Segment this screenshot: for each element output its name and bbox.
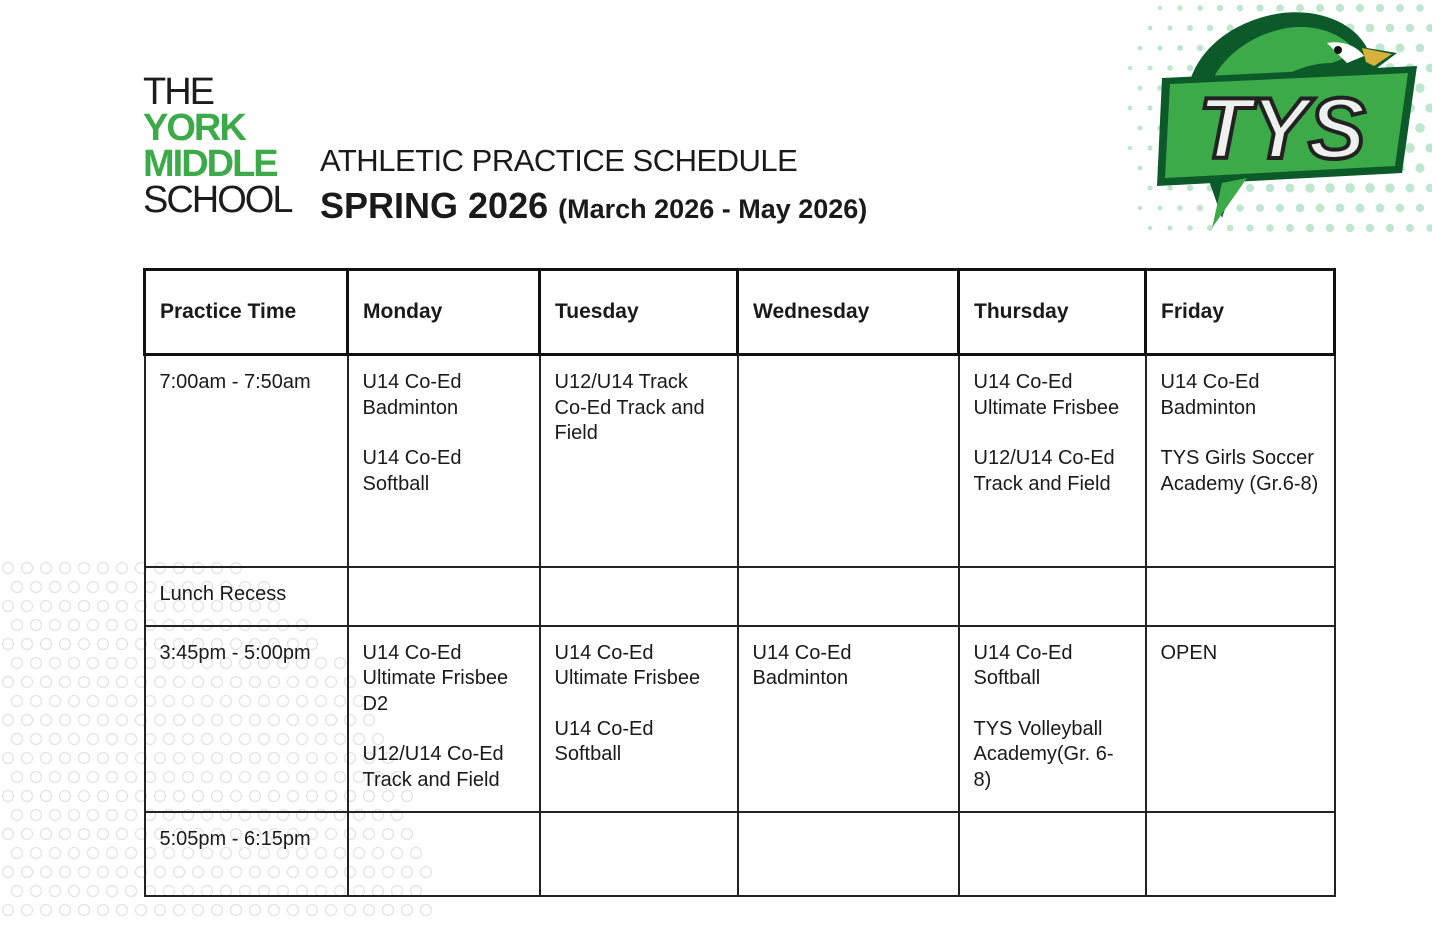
decor-dot	[98, 715, 109, 726]
table-row	[145, 567, 1335, 626]
school-logo	[143, 71, 292, 221]
decor-dot	[79, 639, 90, 650]
decor-dot	[60, 601, 71, 612]
friday-cell	[1146, 355, 1335, 567]
header-tuesday: Tuesday	[540, 270, 738, 355]
decor-dot	[1138, 46, 1143, 51]
decor-dot	[3, 829, 14, 840]
schedule-title-line	[320, 185, 867, 227]
wednesday-cell	[738, 626, 959, 812]
decor-dot	[117, 905, 128, 916]
decor-dot	[1425, 103, 1432, 112]
decor-dot	[107, 772, 118, 783]
decor-dot	[88, 696, 99, 707]
decor-dot	[126, 772, 137, 783]
decor-dot	[117, 677, 128, 688]
decor-dot	[98, 639, 109, 650]
decor-dot	[88, 886, 99, 897]
decor-dot	[88, 772, 99, 783]
decor-dot	[107, 886, 118, 897]
decor-dot	[79, 753, 90, 764]
decor-dot	[41, 563, 52, 574]
decor-dot	[50, 772, 61, 783]
decor-dot	[22, 753, 33, 764]
activity-entry: TYS Girls Soccer Academy (Gr.6-8)	[1160, 447, 1319, 495]
decor-dot	[117, 601, 128, 612]
decor-dot	[79, 791, 90, 802]
decor-dot	[107, 734, 118, 745]
decor-dot	[88, 658, 99, 669]
decor-dot	[383, 905, 394, 916]
time-cell	[145, 812, 348, 896]
time-cell	[145, 355, 348, 567]
decor-dot	[50, 658, 61, 669]
decor-dot	[3, 601, 14, 612]
decor-dot	[12, 620, 23, 631]
activity-entry: U14 Co-Ed Badminton	[752, 641, 852, 689]
decor-dot	[98, 791, 109, 802]
decor-dot	[107, 658, 118, 669]
activity-entry: U14 Co-Ed Softball	[554, 717, 654, 765]
decor-dot	[41, 715, 52, 726]
decor-dot	[31, 886, 42, 897]
decor-dot	[1426, 64, 1432, 73]
decor-dot	[269, 905, 280, 916]
school-logo-line-middle: MIDDLE	[143, 143, 277, 185]
decor-dot	[22, 639, 33, 650]
decor-dot	[50, 696, 61, 707]
wednesday-cell	[738, 567, 959, 626]
decor-dot	[60, 639, 71, 650]
thursday-cell	[959, 812, 1146, 896]
monday-cell	[348, 626, 540, 812]
decor-dot	[1426, 184, 1432, 193]
time-label: 7:00am - 7:50am	[159, 371, 311, 393]
decor-dot	[117, 867, 128, 878]
decor-dot	[79, 601, 90, 612]
decor-dot	[3, 563, 14, 574]
decor-dot	[88, 810, 99, 821]
activity-entry: OPEN	[1160, 641, 1218, 664]
activity-entry: U12/U14 Co-Ed Track and Field	[973, 447, 1115, 495]
decor-dot	[107, 620, 118, 631]
decor-dot	[31, 582, 42, 593]
decor-dot	[126, 620, 137, 631]
tuesday-cell	[540, 812, 738, 896]
table-row	[145, 355, 1335, 567]
decor-dot	[50, 620, 61, 631]
tys-falcon-logo	[1152, 8, 1424, 230]
decor-dot	[12, 886, 23, 897]
decor-dot	[1128, 146, 1133, 151]
monday-cell	[348, 812, 540, 896]
schedule-title: SPRING 2026	[320, 185, 549, 226]
decor-dot	[31, 620, 42, 631]
decor-dot	[22, 601, 33, 612]
thursday-cell	[959, 567, 1146, 626]
tuesday-cell	[540, 626, 738, 812]
decor-dot	[1138, 126, 1143, 131]
activity-entry: U12/U14 Track Co-Ed Track and Field	[554, 371, 705, 444]
decor-dot	[126, 658, 137, 669]
table-row	[145, 812, 1335, 896]
header-friday: Friday	[1146, 270, 1335, 355]
decor-dot	[22, 829, 33, 840]
header-wednesday: Wednesday	[738, 270, 959, 355]
decor-dot	[126, 848, 137, 859]
school-logo-line-york: YORK	[143, 107, 245, 149]
decor-dot	[60, 715, 71, 726]
decor-dot	[22, 905, 33, 916]
decor-dot	[98, 829, 109, 840]
decor-dot	[3, 677, 14, 688]
decor-dot	[31, 658, 42, 669]
decor-dot	[288, 905, 299, 916]
decor-dot	[1426, 224, 1432, 232]
decor-dot	[98, 753, 109, 764]
decor-dot	[12, 772, 23, 783]
decor-dot	[69, 582, 80, 593]
time-cell	[145, 626, 348, 812]
decor-dot	[22, 715, 33, 726]
school-logo-line-school: SCHOOL	[143, 179, 292, 221]
table-header-row	[145, 270, 1335, 355]
decor-dot	[126, 696, 137, 707]
decor-dot	[79, 715, 90, 726]
decor-dot	[12, 848, 23, 859]
decor-dot	[60, 563, 71, 574]
decor-dot	[41, 753, 52, 764]
activity-entry: U14 Co-Ed Softball	[362, 447, 462, 495]
decor-dot	[69, 772, 80, 783]
decor-dot	[155, 905, 166, 916]
decor-dot	[3, 791, 14, 802]
decor-dot	[98, 905, 109, 916]
decor-dot	[41, 601, 52, 612]
decor-dot	[60, 753, 71, 764]
activity-entry: U14 Co-Ed Ultimate Frisbee	[554, 641, 701, 689]
activity-entry: TYS Volleyball Academy(Gr. 6-8)	[973, 717, 1114, 791]
schedule-subtitle: ATHLETIC PRACTICE SCHEDULE	[320, 143, 798, 178]
decor-dot	[60, 905, 71, 916]
decor-dot	[31, 810, 42, 821]
activity-entry: U12/U14 Co-Ed Track and Field	[362, 743, 504, 791]
decor-dot	[1426, 24, 1432, 32]
decor-dot	[41, 829, 52, 840]
decor-dot	[69, 658, 80, 669]
decor-dot	[60, 829, 71, 840]
decor-dot	[1128, 106, 1133, 111]
decor-dot	[1138, 166, 1143, 171]
schedule-heading	[320, 143, 867, 227]
monday-cell	[348, 567, 540, 626]
decor-dot	[22, 563, 33, 574]
wednesday-cell	[738, 812, 959, 896]
decor-dot	[98, 867, 109, 878]
decor-dot	[3, 639, 14, 650]
decor-dot	[22, 677, 33, 688]
activity-entry: U14 Co-Ed Ultimate Frisbee	[973, 371, 1120, 419]
decor-dot	[421, 905, 432, 916]
school-logo-line-the: THE	[143, 71, 213, 113]
decor-dot	[107, 810, 118, 821]
tuesday-cell	[540, 355, 738, 567]
decor-dot	[60, 677, 71, 688]
decor-dot	[12, 582, 23, 593]
decor-dot	[79, 867, 90, 878]
decor-dot	[250, 905, 261, 916]
decor-dot	[193, 905, 204, 916]
decor-dot	[88, 848, 99, 859]
thursday-cell	[959, 626, 1146, 812]
decor-dot	[79, 829, 90, 840]
decor-dot	[117, 639, 128, 650]
decor-dot	[107, 582, 118, 593]
table-row	[145, 626, 1335, 812]
time-label: Lunch Recess	[159, 582, 287, 605]
decor-dot	[107, 848, 118, 859]
decor-dot	[98, 677, 109, 688]
time-label: 3:45pm - 5:00pm	[159, 641, 311, 664]
activity-entry: U14 Co-Ed Badminton	[362, 371, 462, 419]
tuesday-cell	[540, 567, 738, 626]
decor-dot	[31, 734, 42, 745]
decor-dot	[1138, 206, 1142, 210]
decor-dot	[3, 867, 14, 878]
tys-logo-text: TYS	[1198, 81, 1366, 177]
decor-dot	[88, 734, 99, 745]
decor-dot	[345, 905, 356, 916]
decor-dot	[41, 677, 52, 688]
decor-dot	[31, 848, 42, 859]
decor-dot	[126, 734, 137, 745]
decor-dot	[117, 715, 128, 726]
decor-dot	[22, 867, 33, 878]
decor-dot	[31, 772, 42, 783]
decor-dot	[126, 582, 137, 593]
decor-dot	[69, 848, 80, 859]
decor-dot	[107, 696, 118, 707]
decor-dot	[41, 905, 52, 916]
activity-entry: U14 Co-Ed Badminton	[1160, 371, 1260, 419]
decor-dot	[212, 905, 223, 916]
activity-entry: U14 Co-Ed Softball	[973, 641, 1073, 689]
decor-dot	[98, 601, 109, 612]
time-cell	[145, 567, 348, 626]
decor-dot	[307, 905, 318, 916]
decor-dot	[1425, 143, 1432, 152]
decor-dot	[126, 886, 137, 897]
decor-dot	[12, 734, 23, 745]
decor-dot	[22, 791, 33, 802]
decor-dot	[326, 905, 337, 916]
decor-dot	[364, 905, 375, 916]
decor-dot	[50, 810, 61, 821]
decor-dot	[50, 734, 61, 745]
decor-dot	[60, 791, 71, 802]
header-thursday: Thursday	[959, 270, 1146, 355]
decor-dot	[41, 791, 52, 802]
decor-dot	[12, 696, 23, 707]
decor-dot	[136, 905, 147, 916]
header-monday: Monday	[348, 270, 540, 355]
decor-dot	[402, 905, 413, 916]
monday-cell	[348, 355, 540, 567]
activity-entry: U14 Co-Ed Ultimate Frisbee D2	[362, 641, 509, 715]
decor-dot	[69, 810, 80, 821]
decor-dot	[79, 563, 90, 574]
decor-dot	[1128, 66, 1132, 70]
decor-dot	[126, 810, 137, 821]
decor-dot	[117, 563, 128, 574]
decor-dot	[3, 905, 14, 916]
tys-lettering	[1157, 66, 1417, 186]
decor-dot	[41, 639, 52, 650]
decor-dot	[69, 696, 80, 707]
decor-dot	[50, 848, 61, 859]
decor-dot	[117, 753, 128, 764]
decor-dot	[50, 886, 61, 897]
decor-dot	[50, 582, 61, 593]
decor-dot	[1138, 86, 1143, 91]
decor-dot	[117, 791, 128, 802]
decor-dot	[79, 905, 90, 916]
decor-dot	[3, 715, 14, 726]
decor-dot	[12, 658, 23, 669]
decor-dot	[98, 563, 109, 574]
thursday-cell	[959, 355, 1146, 567]
decor-dot	[88, 620, 99, 631]
decor-dot	[3, 753, 14, 764]
decor-dot	[231, 905, 242, 916]
wednesday-cell	[738, 355, 959, 567]
decor-dot	[60, 867, 71, 878]
friday-cell	[1146, 567, 1335, 626]
time-label: 5:05pm - 6:15pm	[159, 827, 311, 850]
decor-dot	[88, 582, 99, 593]
friday-cell	[1146, 626, 1335, 812]
decor-dot	[41, 867, 52, 878]
decor-dot	[117, 829, 128, 840]
decor-dot	[69, 734, 80, 745]
schedule-date-range: (March 2026 - May 2026)	[558, 194, 868, 224]
practice-schedule-table	[143, 268, 1336, 897]
header-practice-time: Practice Time	[145, 270, 348, 355]
decor-dot	[174, 905, 185, 916]
decor-dot	[12, 810, 23, 821]
friday-cell	[1146, 812, 1335, 896]
decor-dot	[79, 677, 90, 688]
decor-dot	[69, 886, 80, 897]
decor-dot	[31, 696, 42, 707]
decor-dot	[69, 620, 80, 631]
